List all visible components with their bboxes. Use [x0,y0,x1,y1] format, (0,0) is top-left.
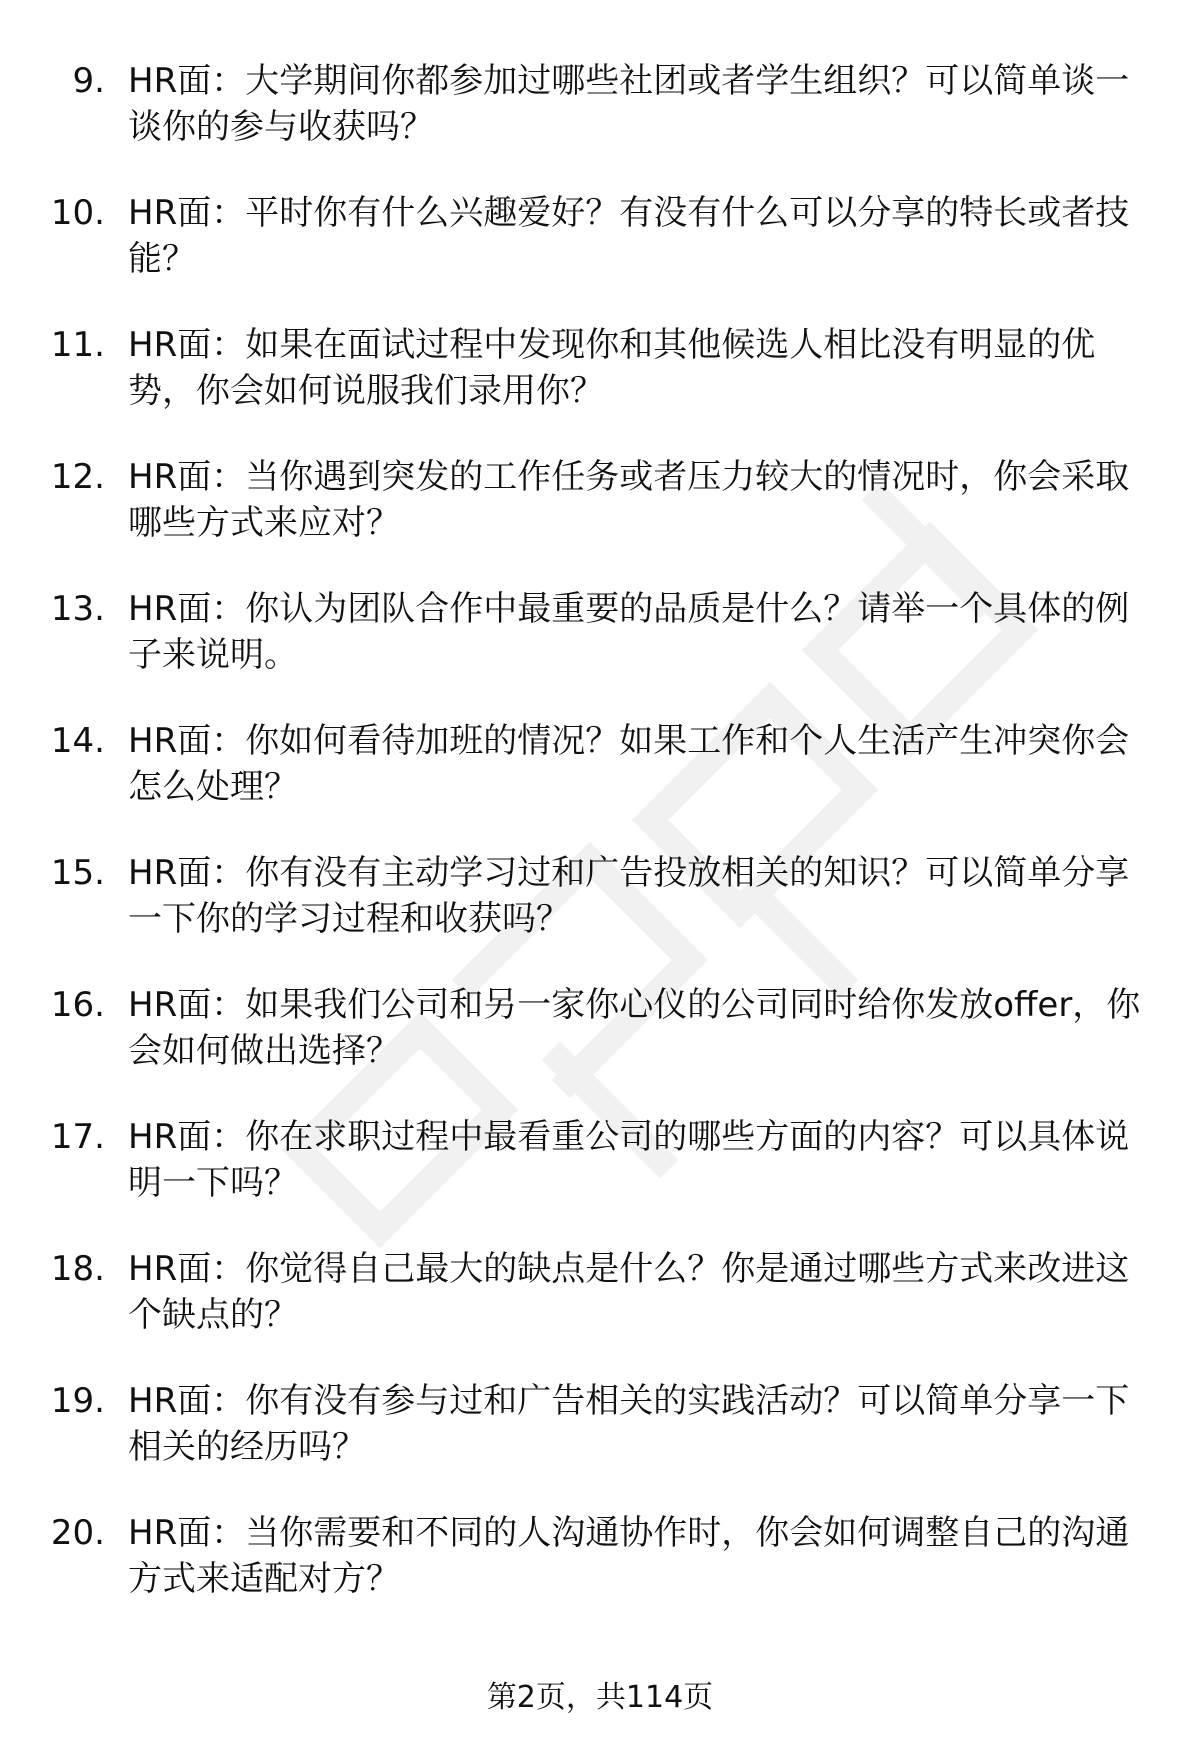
question-text: HR面：你如何看待加班的情况？如果工作和个人生活产生冲突你会怎么处理？ [128,721,1130,807]
list-item [0,1246,1200,1378]
question-text: HR面：如果在面试过程中发现你和其他候选人相比没有明显的优势，你会如何说服我们录用你？ [128,325,1096,411]
question-number: 19. [50,1381,105,1421]
list-item [0,454,1200,586]
question-text: HR面：你有没有主动学习过和广告投放相关的知识？可以简单分享一下你的学习过程和收获吗？ [128,853,1130,939]
page-number-footer: 第2页，共114页 [486,1680,714,1715]
question-number: 10. [50,193,105,233]
list-item [0,1510,1200,1642]
list-item [0,982,1200,1114]
question-number: 16. [50,985,105,1025]
question-number: 20. [50,1513,105,1553]
list-item [0,58,1200,190]
question-number: 18. [50,1249,105,1289]
list-item [0,322,1200,454]
question-number: 11. [50,325,105,365]
question-text: HR面：你在求职过程中最看重公司的哪些方面的内容？可以具体说明一下吗？ [128,1117,1130,1203]
question-list [0,58,1200,1642]
question-number: 15. [50,853,105,893]
question-text: HR面：你认为团队合作中最重要的品质是什么？请举一个具体的例子来说明。 [128,589,1130,675]
question-number: 12. [50,457,105,497]
question-number: 13. [50,589,105,629]
list-item [0,718,1200,850]
question-number: 9. [72,61,105,101]
question-number: 17. [50,1117,105,1157]
question-text: HR面：平时你有什么兴趣爱好？有没有什么可以分享的特长或者技能？ [128,193,1130,279]
list-item [0,1114,1200,1246]
question-text: HR面：当你遇到突发的工作任务或者压力较大的情况时，你会采取哪些方式来应对？ [128,457,1130,543]
question-text: HR面：如果我们公司和另一家你心仪的公司同时给你发放offer，你会如何做出选择？ [128,985,1141,1071]
question-text: HR面：大学期间你都参加过哪些社团或者学生组织？可以简单谈一谈你的参与收获吗？ [128,61,1130,147]
list-item [0,1378,1200,1510]
list-item [0,850,1200,982]
question-text: HR面：你觉得自己最大的缺点是什么？你是通过哪些方式来改进这个缺点的？ [128,1249,1130,1335]
list-item [0,190,1200,322]
question-text: HR面：你有没有参与过和广告相关的实践活动？可以简单分享一下相关的经历吗？ [128,1381,1130,1467]
list-item [0,586,1200,718]
question-number: 14. [50,721,105,761]
question-text: HR面：当你需要和不同的人沟通协作时，你会如何调整自己的沟通方式来适配对方？ [128,1513,1130,1599]
